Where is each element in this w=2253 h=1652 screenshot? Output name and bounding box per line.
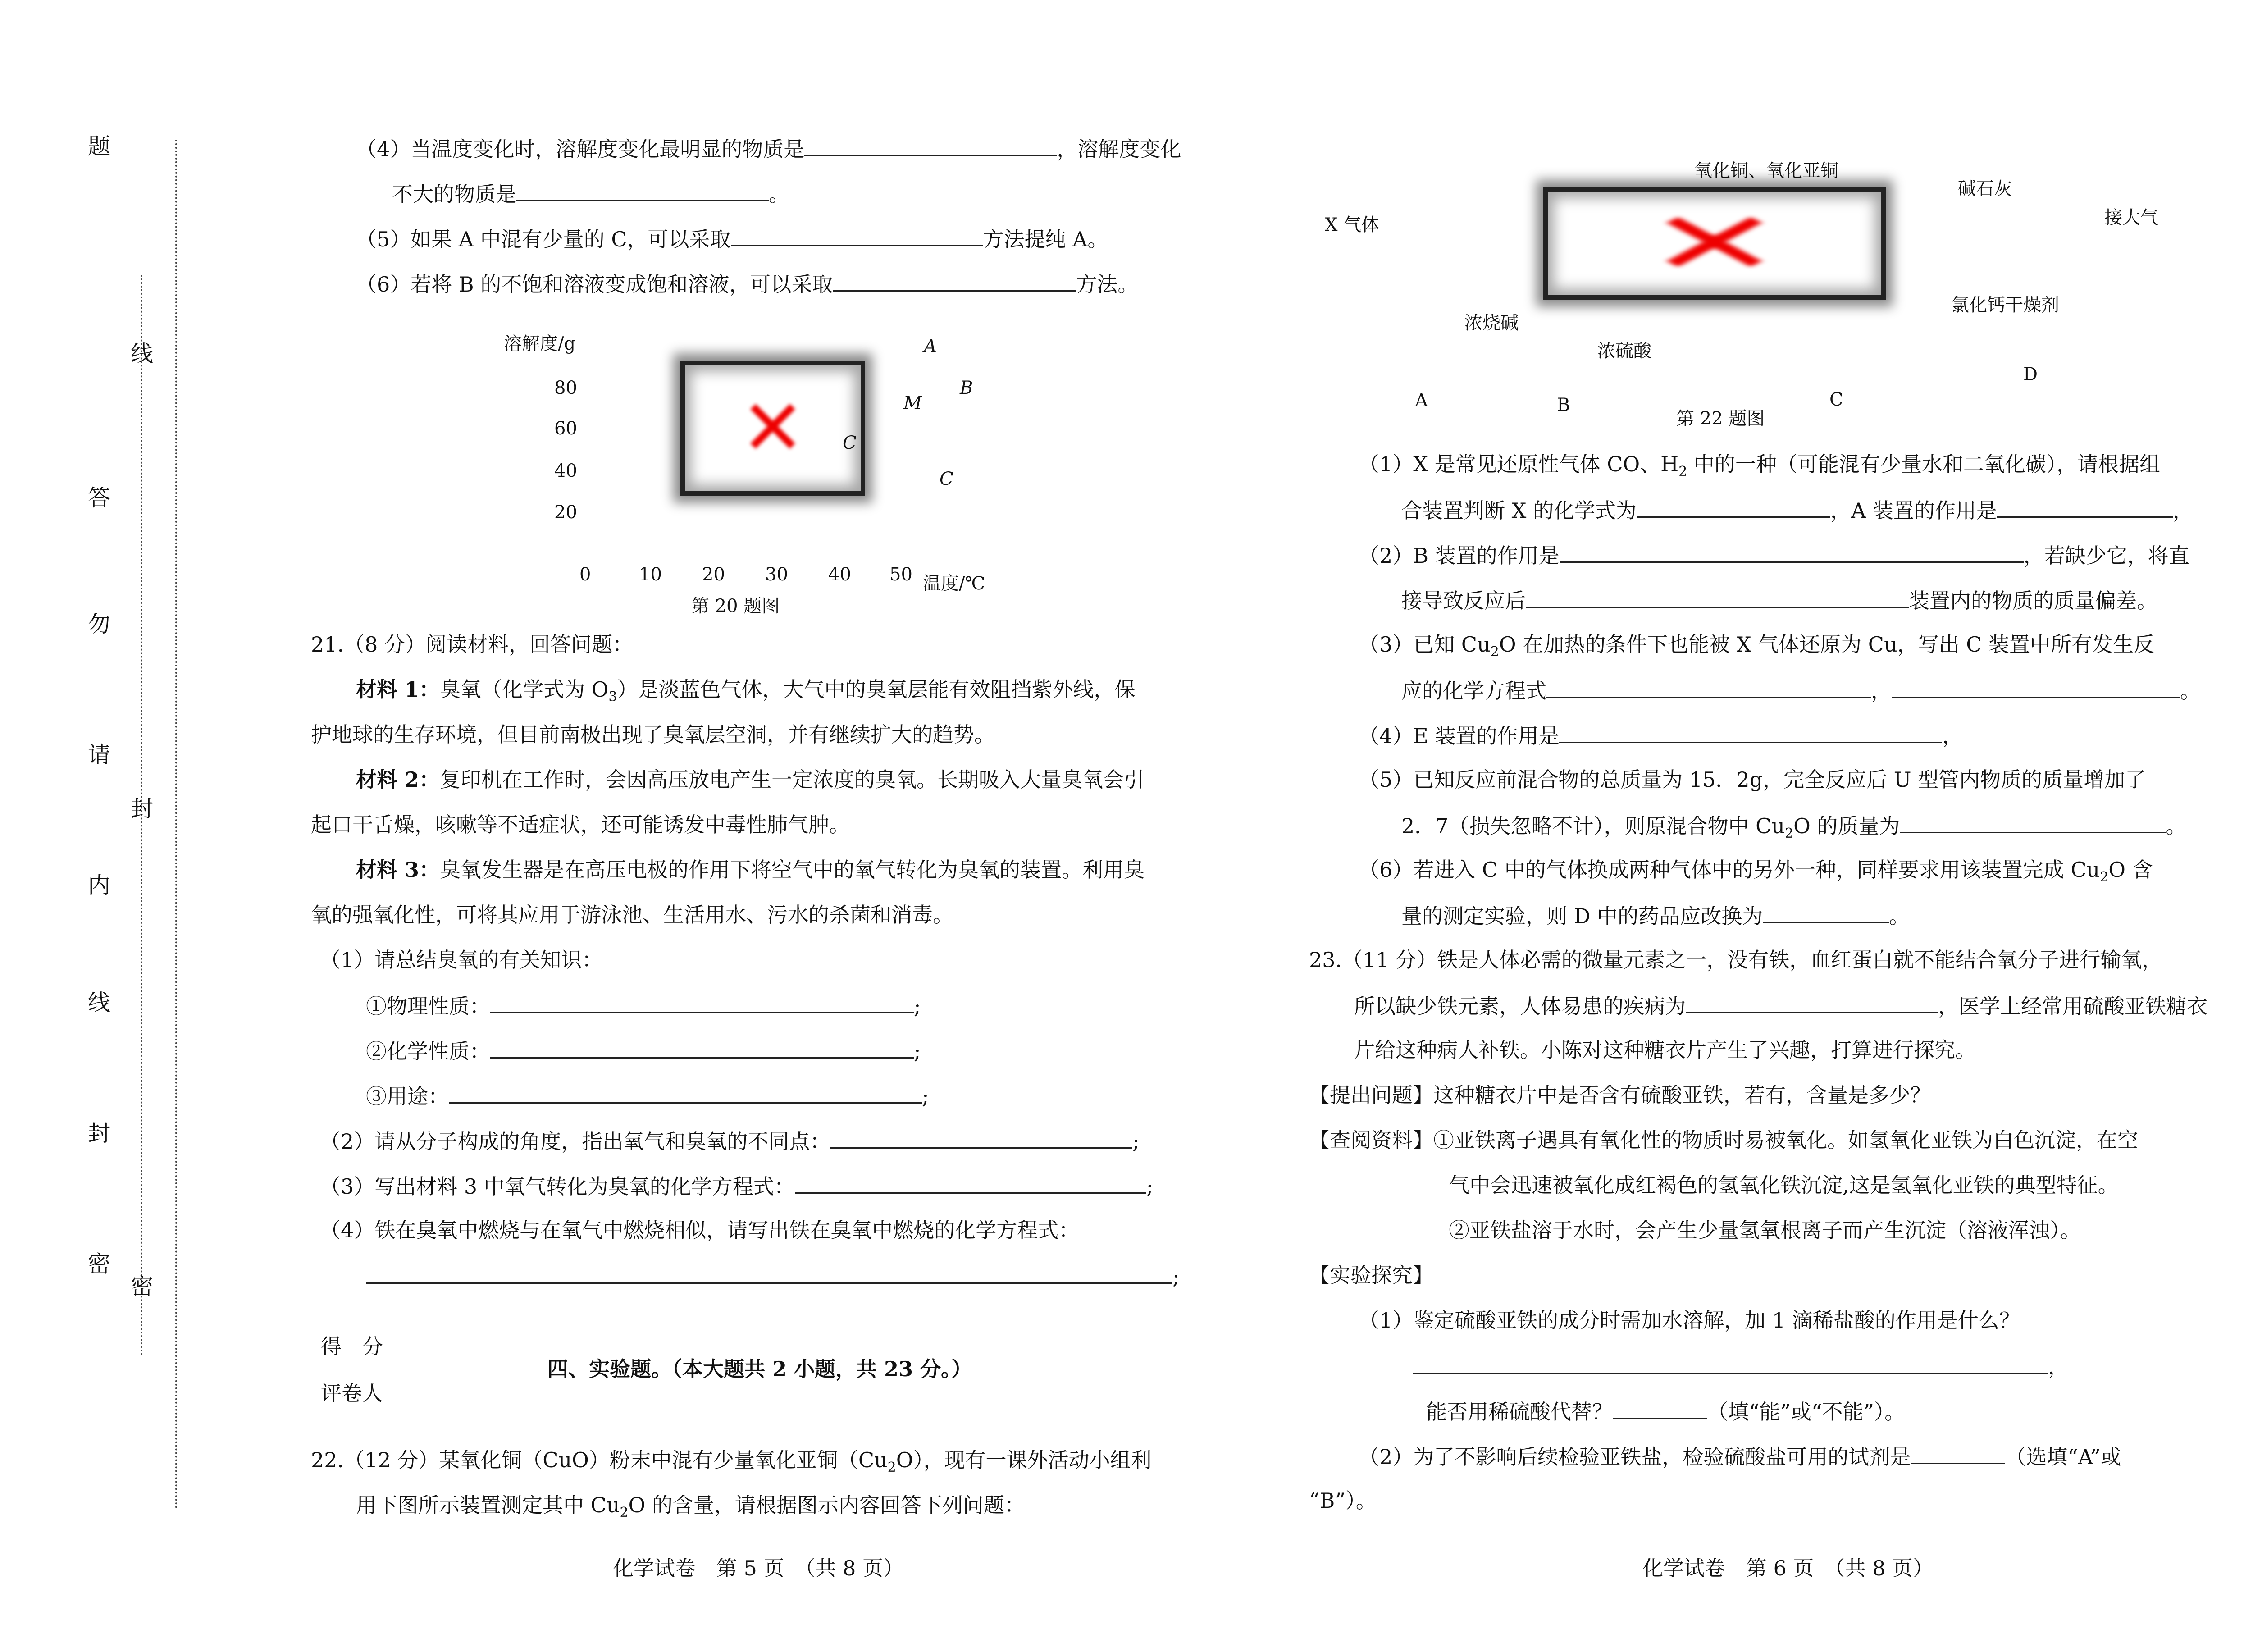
- diagram-label-cacl2-drier: 氯化钙干燥剂: [1951, 295, 2059, 315]
- answer-blank[interactable]: [1526, 587, 1909, 608]
- margin-char: 答: [88, 485, 110, 511]
- q23-heading: 23.（11 分）铁是人体必需的微量元素之一，没有铁，血红蛋白就不能结合氧分子进行输氧，: [1309, 948, 2163, 972]
- q23-part-1b: 能否用稀硫酸代替？ （填“能”或“不能”）。: [1426, 1398, 1905, 1424]
- q22-part-5: （5）已知反应前混合物的总质量为 15．2g，完全反应后 U 型管内物质的质量增加了: [1359, 767, 2146, 792]
- binding-dotted-line-right: [175, 140, 177, 1510]
- answer-blank[interactable]: [1763, 902, 1889, 923]
- answer-blank[interactable]: [833, 270, 1076, 292]
- curve-label-b: B: [960, 378, 973, 398]
- q23-part-2-cont: “B”）。: [1309, 1488, 1377, 1513]
- chart-xlabel: 温度/℃: [923, 573, 985, 594]
- q21-part-1b: ②化学性质： ;: [366, 1037, 921, 1064]
- q21-part-4: （4）铁在臭氧中燃烧与在氧气中燃烧相似，请写出铁在臭氧中燃烧的化学方程式：: [320, 1218, 1080, 1242]
- q23-ask: 【提出问题】这种糖衣片中是否含有硫酸亚铁，若有，含量是多少？: [1309, 1083, 1931, 1107]
- q23-reference-2: ②亚铁盐溶于水时，会产生少量氢氧根离子而产生沉淀（溶液浑浊）。: [1449, 1218, 2081, 1242]
- y-tick: 40: [554, 461, 577, 481]
- diagram-label-conc-h2so4: 浓硫酸: [1597, 341, 1651, 361]
- q22-part-2-cont: 接导致反应后 装置内的物质的质量偏差。: [1401, 587, 2157, 613]
- q22-part-3-cont: 应的化学方程式 ， 。: [1401, 677, 2201, 703]
- answer-blank[interactable]: [490, 1037, 914, 1059]
- q23-line-2: 所以缺少铁元素，人体易患的疾病为 ，医学上经常用硫酸亚铁糖衣: [1354, 992, 2207, 1019]
- q23-explore: 【实验探究】: [1309, 1263, 1433, 1287]
- answer-blank[interactable]: [516, 180, 769, 201]
- margin-char: 请: [88, 742, 110, 768]
- answer-blank[interactable]: [1546, 677, 1871, 698]
- q21-part-4-answer: ;: [366, 1263, 1180, 1289]
- q22-heading-cont: 用下图所示装置测定其中 $Cu_2O$ 的含量，请根据图示内容回答下列问题：: [356, 1493, 1025, 1521]
- curve-label-c: C: [940, 469, 953, 489]
- diagram-letter-d: D: [2023, 364, 2038, 385]
- answer-blank[interactable]: [1637, 497, 1830, 518]
- q22-part-4: （4）E 装置的作用是 ，: [1359, 722, 1963, 748]
- margin-char: 密: [131, 1273, 153, 1300]
- answer-blank[interactable]: [1686, 992, 1938, 1013]
- q23-part-1-answer: ，: [1413, 1353, 2069, 1379]
- material-1-cont: 护地球的生存环境，但目前南极出现了臭氧层空洞，并有继续扩大的趋势。: [311, 722, 995, 747]
- q22-part-3: （3）已知 $Cu_2O$ 在加热的条件下也能被 X 气体还原为 Cu，写出 C 装置中所有发生反: [1359, 632, 2155, 660]
- broken-image-icon: ✕: [1646, 193, 1783, 293]
- diagram-label-conc-naoh: 浓烧碱: [1464, 313, 1519, 333]
- answer-blank[interactable]: [1911, 1443, 2005, 1464]
- margin-char: 题: [88, 133, 110, 160]
- q22-part-1: （1）X 是常见还原性气体 CO、$H_2$ 中的一种（可能混有少量水和二氧化碳），请根据组: [1359, 452, 2161, 480]
- answer-blank[interactable]: [731, 225, 983, 246]
- diagram-letter-b: B: [1557, 395, 1570, 415]
- q20-item-6: （6）若将 B 的不饱和溶液变成饱和溶液，可以采取 方法。: [356, 270, 1138, 297]
- broken-image-placeholder: [1543, 187, 1886, 300]
- margin-char: 线: [131, 341, 153, 367]
- q23-reference-1: 【查阅资料】①亚铁离子遇具有氧化性的物质时易被氧化。如氢氧化亚铁为白色沉淀，在空: [1309, 1128, 2138, 1152]
- q23-line-3: 片给这种病人补铁。小陈对这种糖衣片产生了兴趣，打算进行探究。: [1354, 1038, 1976, 1062]
- x-tick: 30: [765, 564, 788, 585]
- y-tick: 80: [554, 378, 577, 398]
- answer-blank[interactable]: [1997, 497, 2173, 518]
- diagram-label-to-air: 接大气: [2104, 207, 2158, 228]
- figure-caption: 第 22 题图: [1676, 408, 1765, 429]
- answer-blank[interactable]: [1613, 1398, 1707, 1419]
- score-label: 得 分: [321, 1334, 383, 1359]
- q22-part-5-cont: 2．7（损失忽略不计），则原混合物中 $Cu_2O$ 的质量为 。: [1401, 812, 2186, 839]
- curve-label-a: A: [924, 336, 937, 357]
- margin-char: 线: [88, 990, 110, 1016]
- y-tick: 20: [554, 502, 577, 523]
- margin-char: 封: [88, 1120, 110, 1146]
- answer-blank[interactable]: [366, 1263, 1172, 1284]
- q23-reference-1-cont: 气中会迅速被氧化成红褐色的氢氧化铁沉淀,这是氢氧化亚铁的典型特征。: [1449, 1173, 2119, 1197]
- q22-part-6-cont: 量的测定实验，则 D 中的药品应改换为 。: [1401, 902, 1910, 929]
- answer-blank[interactable]: [1900, 812, 2166, 833]
- answer-blank[interactable]: [1559, 722, 1942, 743]
- answer-blank[interactable]: [1413, 1353, 2048, 1374]
- answer-blank[interactable]: [490, 992, 914, 1013]
- q21-part-1a: ①物理性质： ;: [366, 992, 921, 1019]
- q23-part-1: （1）鉴定硫酸亚铁的成分时需加水溶解，加 1 滴稀盐酸的作用是什么？: [1359, 1308, 2020, 1333]
- margin-char: 密: [88, 1251, 110, 1277]
- answer-blank[interactable]: [449, 1082, 922, 1104]
- curve-label-c-point: C: [843, 433, 857, 453]
- answer-blank[interactable]: [795, 1173, 1146, 1194]
- material-1: 材料 1：臭氧（化学式为 $O_3$）是淡蓝色气体，大气中的臭氧层能有效阻挡紫外线，保: [356, 677, 1136, 705]
- material-2-cont: 起口干舌燥，咳嗽等不适症状，还可能诱发中毒性肺气肿。: [311, 812, 850, 837]
- q21-part-1c: ③用途： ;: [366, 1082, 929, 1109]
- diagram-label-soda-lime: 碱石灰: [1958, 178, 2012, 199]
- q21-heading: 21.（8 分）阅读材料，回答问题：: [311, 632, 634, 657]
- material-3: 材料 3：臭氧发生器是在高压电极的作用下将空气中的氧气转化为臭氧的装置。利用臭: [356, 858, 1145, 882]
- curve-label-m: M: [903, 393, 922, 414]
- page-footer: 化学试卷 第 5 页 （共 8 页）: [613, 1556, 904, 1580]
- section-title: 四、实验题。（本大题共 2 小题，共 23 分。）: [547, 1357, 972, 1381]
- diagram-letter-c: C: [1829, 389, 1843, 410]
- chart-ylabel: 溶解度/g: [504, 333, 576, 354]
- q22-part-2: （2）B 装置的作用是 ，若缺少它，将直: [1359, 542, 2189, 568]
- x-tick: 50: [889, 564, 912, 585]
- x-tick: 0: [579, 564, 591, 585]
- diagram-letter-a: A: [1415, 390, 1428, 411]
- q21-part-3: （3）写出材料 3 中氧气转化为臭氧的化学方程式： ;: [320, 1173, 1153, 1199]
- margin-char: 封: [131, 796, 153, 822]
- broken-image-placeholder: [680, 361, 865, 496]
- margin-char: 勿: [88, 611, 110, 637]
- diagram-label-x-gas: X 气体: [1325, 214, 1380, 235]
- q20-item-5: （5）如果 A 中混有少量的 C，可以采取 方法提纯 A。: [356, 225, 1108, 252]
- q21-part-2: （2）请从分子构成的角度，指出氧气和臭氧的不同点： ;: [320, 1127, 1140, 1154]
- diagram-label-copper-oxides: 氧化铜、氧化亚铜: [1694, 160, 1838, 181]
- figure-caption: 第 20 题图: [691, 596, 780, 616]
- answer-blank[interactable]: [804, 135, 1057, 156]
- x-tick: 40: [828, 564, 851, 585]
- q21-part-1: （1）请总结臭氧的有关知识：: [320, 948, 603, 972]
- answer-blank[interactable]: [1560, 542, 2024, 563]
- broken-image-icon: ✕: [740, 383, 805, 473]
- margin-char: 内: [88, 872, 110, 899]
- material-3-cont: 氧的强氧化性，可将其应用于游泳池、生活用水、污水的杀菌和消毒。: [311, 903, 953, 927]
- q20-item-4-cont: 不大的物质是 。: [392, 180, 789, 207]
- q22-part-6: （6）若进入 C 中的气体换成两种气体中的另外一种，同样要求用该装置完成 $Cu_2O$ 含: [1359, 858, 2153, 885]
- q23-part-2: （2）为了不影响后续检验亚铁盐，检验硫酸盐可用的试剂是 （选填“A”或: [1359, 1443, 2121, 1469]
- material-2: 材料 2：复印机在工作时，会因高压放电产生一定浓度的臭氧。长期吸入大量臭氧会引: [356, 767, 1145, 792]
- q20-item-4: （4）当温度变化时，溶解度变化最明显的物质是 ，溶解度变化: [356, 135, 1181, 162]
- q22-heading: 22.（12 分）某氧化铜（CuO）粉末中混有少量氧化亚铜$(Cu_2O)$，现有一课外活动小组利: [311, 1448, 1152, 1476]
- y-tick: 60: [554, 418, 577, 439]
- x-tick: 10: [639, 564, 662, 585]
- answer-blank[interactable]: [830, 1127, 1132, 1149]
- q22-part-1-cont: 合装置判断 X 的化学式为 ，A 装置的作用是 ，: [1401, 497, 2194, 523]
- grader-label: 评卷人: [321, 1381, 383, 1406]
- page-footer: 化学试卷 第 6 页 （共 8 页）: [1642, 1556, 1934, 1580]
- answer-blank[interactable]: [1892, 677, 2180, 698]
- x-tick: 20: [702, 564, 725, 585]
